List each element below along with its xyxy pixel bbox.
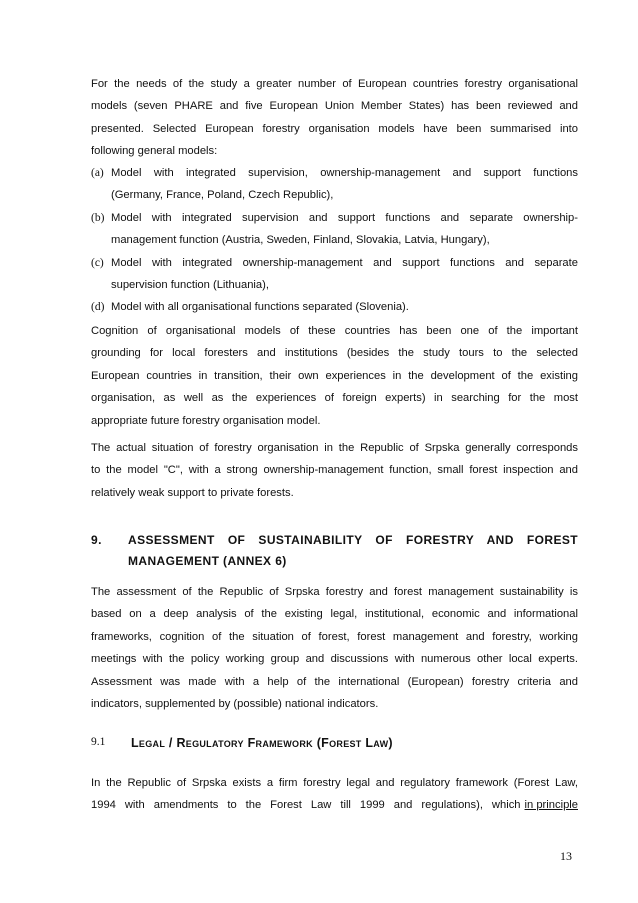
assessment-line: frameworks, cognition of the situation of forest, forest management and forestry, working <box>91 630 578 643</box>
list-item <box>91 162 578 207</box>
law-line-2-text: 1994 with amendments to the Forest Law till 1999 and regulations), which <box>91 799 521 812</box>
law-paragraph <box>91 772 578 817</box>
assessment-line: meetings with the policy working group and discussions with numerous other local experts. <box>91 653 578 666</box>
assessment-line-last: indicators, supplemented by (possible) national indicators. <box>91 697 379 710</box>
cognition-line: Cognition of organisational models of these countries has been one of the important <box>91 325 578 337</box>
list-item-text: Model with all organisational functions separated (Slovenia). <box>111 301 409 314</box>
list-marker: (a) <box>91 167 104 179</box>
list-item-continuation: management function (Austria, Sweden, Finland, Slovakia, Latvia, Hungary), <box>111 234 490 247</box>
intro-line: presented. Selected European forestry organisation models have been summarised into <box>91 122 578 135</box>
actual-situation-paragraph <box>91 437 578 504</box>
list-marker: (b) <box>91 211 105 224</box>
intro-line-last: following general models: <box>91 145 218 158</box>
models-list <box>91 162 578 319</box>
section-heading <box>91 530 578 574</box>
assessment-paragraph <box>91 581 578 715</box>
section-number: 9. <box>91 533 102 547</box>
subsection-title: Legal / Regulatory Framework (Forest Law) <box>131 736 393 750</box>
cognition-line-last: appropriate future forestry organisation model. <box>91 414 321 427</box>
intro-line: models (seven PHARE and five European Union Member States) has been reviewed and <box>91 100 578 113</box>
law-line: In the Republic of Srpska exists a firm forestry legal and regulatory framework (Forest Law, <box>91 777 578 789</box>
list-item <box>91 296 578 318</box>
intro-paragraph <box>91 73 578 163</box>
list-item-continuation: supervision function (Lithuania), <box>111 278 269 291</box>
cognition-line: organisation, as well as the experiences of foreign experts) in searching for the most <box>91 392 578 405</box>
intro-line: For the needs of the study a greater number of European countries forestry organisational <box>91 78 578 90</box>
page-number: 13 <box>560 849 572 863</box>
actual-line: to the model "C", with a strong ownership-management function, small forest inspection and <box>91 464 578 477</box>
assessment-line: Assessment was made with a help of the international (European) forestry criteria and <box>91 675 578 688</box>
cognition-line: grounding for local foresters and institutions (besides the study tours to the selected <box>91 347 578 360</box>
section-title-line1: ASSESSMENT OF SUSTAINABILITY OF FORESTRY AND FOREST <box>128 533 578 547</box>
list-item-continuation: (Germany, France, Poland, Czech Republic), <box>111 189 334 202</box>
list-item <box>91 252 578 297</box>
law-underlined-text: in principle <box>524 799 578 812</box>
list-item-text: Model with integrated ownership-management and support functions and separate <box>111 256 578 269</box>
actual-line-last: relatively weak support to private forests. <box>91 486 294 499</box>
assessment-line: based on a deep analysis of the existing legal, institutional, economic and informational <box>91 608 578 621</box>
cognition-paragraph <box>91 320 578 432</box>
actual-line: The actual situation of forestry organisation in the Republic of Srpska generally corresponds <box>91 442 578 454</box>
law-line-2 <box>91 794 578 816</box>
list-marker: (c) <box>91 256 104 269</box>
assessment-line: The assessment of the Republic of Srpska forestry and forest management sustainability is <box>91 586 578 598</box>
list-item-text: Model with integrated supervision and support functions and separate ownership- <box>111 211 578 224</box>
section-title-line2: MANAGEMENT (ANNEX 6) <box>128 554 287 568</box>
list-item <box>91 207 578 252</box>
cognition-line: European countries in transition, their own experiences in the development of the existing <box>91 369 578 382</box>
subsection-number: 9.1 <box>91 736 106 748</box>
list-item-text: Model with integrated supervision, ownership-management and support functions <box>111 167 578 179</box>
list-marker: (d) <box>91 301 105 314</box>
